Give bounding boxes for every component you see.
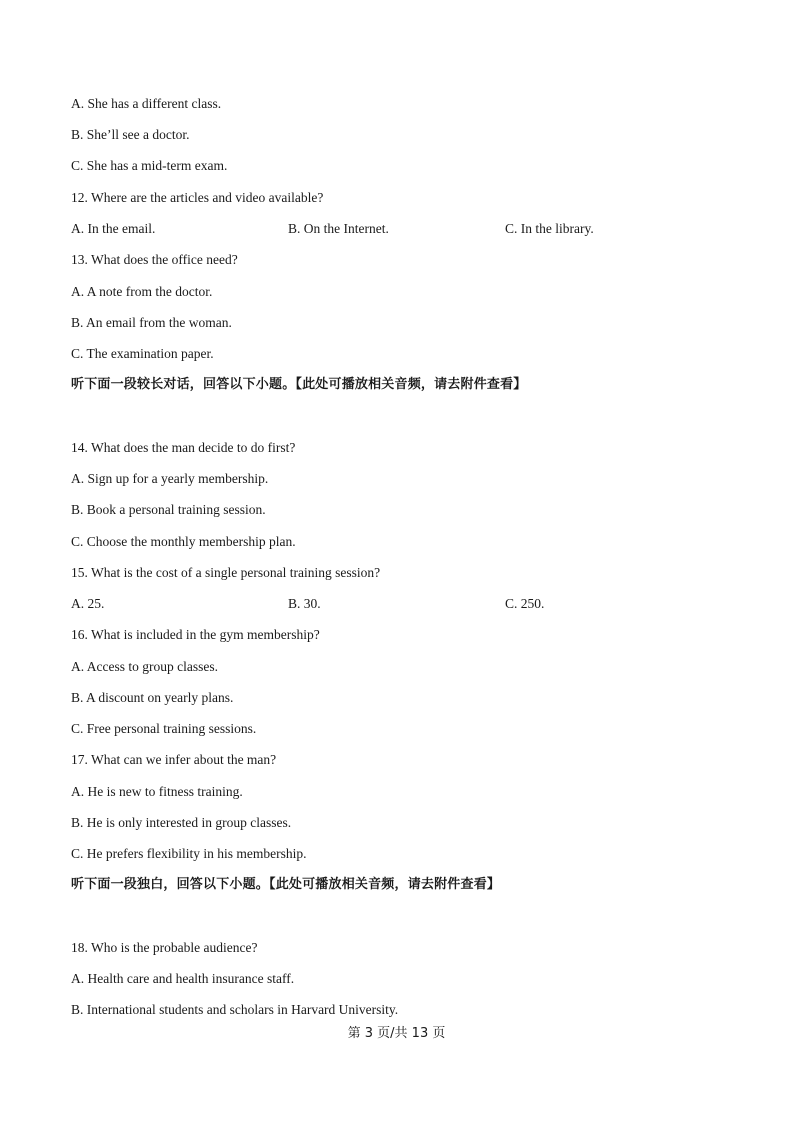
option-a: A. 25. xyxy=(71,596,105,611)
option-c: C. 250. xyxy=(505,596,545,611)
listening-instruction: 听下面一段独白，回答以下小题。【此处可播放相关音频，请去附件查看】 xyxy=(71,877,501,892)
question-17: 17. What can we infer about the man? xyxy=(71,752,277,767)
option-c: C. The examination paper. xyxy=(71,346,214,361)
option-a: A. Sign up for a yearly membership. xyxy=(71,471,269,486)
option-c: C. Choose the monthly membership plan. xyxy=(71,534,296,549)
option-a: A. He is new to fitness training. xyxy=(71,784,243,799)
option-b: B. On the Internet. xyxy=(288,221,389,236)
option-c: C. In the library. xyxy=(505,221,594,236)
option-c: C. Free personal training sessions. xyxy=(71,721,257,736)
option-text: A. She has a different class. xyxy=(71,96,222,111)
question-12: 12. Where are the articles and video available? xyxy=(71,190,324,205)
option-a: A. A note from the doctor. xyxy=(71,284,213,299)
option-b: B. An email from the woman. xyxy=(71,315,232,330)
question-12-options xyxy=(71,220,721,238)
page-number: 第 3 页/共 13 页 xyxy=(347,1026,446,1041)
option-a: A. Access to group classes. xyxy=(71,659,218,674)
option-b: B. A discount on yearly plans. xyxy=(71,690,234,705)
option-b: B. Book a personal training session. xyxy=(71,502,266,517)
option-text: B. She’ll see a doctor. xyxy=(71,127,190,142)
option-b: B. International students and scholars in Harvard University. xyxy=(71,1002,399,1017)
question-14: 14. What does the man decide to do first? xyxy=(71,440,296,455)
listening-instruction: 听下面一段较长对话，回答以下小题。【此处可播放相关音频，请去附件查看】 xyxy=(71,377,527,392)
question-18: 18. Who is the probable audience? xyxy=(71,940,258,955)
question-16: 16. What is included in the gym membership? xyxy=(71,627,320,642)
question-15: 15. What is the cost of a single personal training session? xyxy=(71,565,381,580)
question-15-options xyxy=(71,595,721,613)
option-b: B. 30. xyxy=(288,596,321,611)
option-text: C. She has a mid-term exam. xyxy=(71,158,228,173)
option-a: A. Health care and health insurance staff. xyxy=(71,971,295,986)
option-b: B. He is only interested in group classes. xyxy=(71,815,292,830)
option-c: C. He prefers flexibility in his membership. xyxy=(71,846,307,861)
option-a: A. In the email. xyxy=(71,221,156,236)
question-13: 13. What does the office need? xyxy=(71,252,238,267)
